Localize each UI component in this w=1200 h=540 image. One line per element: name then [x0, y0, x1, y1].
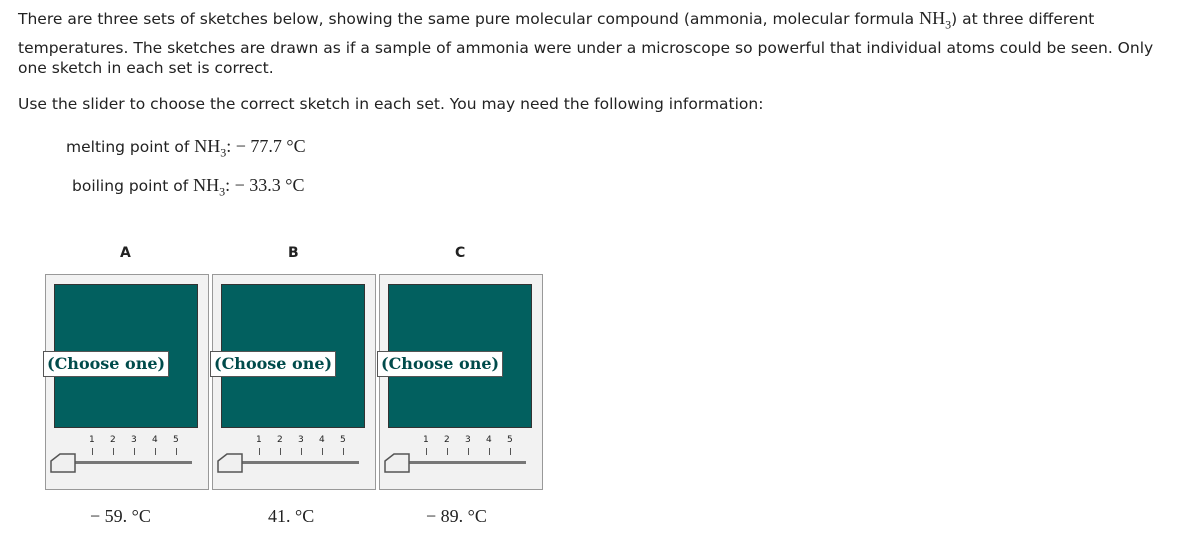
- tick-mark: [468, 448, 469, 455]
- formula: $NH_3$: [919, 8, 952, 32]
- tick-mark: [489, 448, 490, 455]
- tick-mark: [176, 448, 177, 455]
- temperature-c: − 89. °C: [426, 506, 487, 526]
- tick-mark: [92, 448, 93, 455]
- tick-mark: [280, 448, 281, 455]
- intro-line-1: [18, 8, 1094, 35]
- slider-track-b[interactable]: [223, 461, 359, 464]
- tick-label: 2: [277, 435, 283, 445]
- tick-mark: [322, 448, 323, 455]
- tick-label: 3: [131, 435, 137, 445]
- sketch-panel-a: [45, 274, 209, 490]
- sketch-panel-c: [379, 274, 543, 490]
- instruction-text: Use the slider to choose the correct sketch in each set. You may need the following information:: [18, 95, 764, 113]
- tick-label: 5: [507, 435, 513, 445]
- tick-label: 1: [89, 435, 95, 445]
- intro-line-2: temperatures. The sketches are drawn as if a sample of ammonia were under a microscope so powerful that individual atoms could be seen. Only: [18, 39, 1154, 57]
- tick-mark: [134, 448, 135, 455]
- slider-thumb-b[interactable]: [217, 453, 243, 473]
- sketch-area-b: [214, 284, 365, 428]
- tick-label: 5: [340, 435, 346, 445]
- choose-one-label-b[interactable]: (Choose one): [210, 351, 336, 377]
- set-label-a: A: [120, 245, 131, 261]
- intro-text-end: ) at three different: [951, 10, 1095, 28]
- slider-track-c[interactable]: [390, 461, 526, 464]
- set-label-b: B: [288, 245, 299, 261]
- sketch-panel-b: [212, 274, 376, 490]
- tick-label: 4: [152, 435, 158, 445]
- temperature-b: 41. °C: [268, 506, 315, 526]
- sketch-area-a: [47, 284, 198, 428]
- sketch-area-c: [381, 284, 532, 428]
- slider-thumb-c[interactable]: [384, 453, 410, 473]
- choose-one-label-a[interactable]: (Choose one): [43, 351, 169, 377]
- tick-label: 1: [423, 435, 429, 445]
- tick-mark: [343, 448, 344, 455]
- tick-mark: [155, 448, 156, 455]
- set-label-c: C: [455, 245, 466, 261]
- temperature-a: − 59. °C: [90, 506, 151, 526]
- tick-mark: [301, 448, 302, 455]
- intro-line-3: one sketch in each set is correct.: [18, 59, 274, 77]
- choose-one-label-c[interactable]: (Choose one): [377, 351, 503, 377]
- tick-mark: [113, 448, 114, 455]
- melting-point-info: melting point of $NH_3$: − 77.7 °C: [66, 136, 306, 160]
- intro-text: There are three sets of sketches below, showing the same pure molecular compound (ammonia, molecular formula: [18, 10, 920, 28]
- tick-mark: [426, 448, 427, 455]
- tick-label: 3: [465, 435, 471, 445]
- tick-label: 4: [486, 435, 492, 445]
- tick-label: 5: [173, 435, 179, 445]
- tick-label: 1: [256, 435, 262, 445]
- tick-label: 3: [298, 435, 304, 445]
- tick-mark: [447, 448, 448, 455]
- slider-track-a[interactable]: [56, 461, 192, 464]
- tick-mark: [510, 448, 511, 455]
- tick-label: 2: [110, 435, 116, 445]
- tick-label: 2: [444, 435, 450, 445]
- slider-thumb-a[interactable]: [50, 453, 76, 473]
- boiling-point-info: boiling point of $NH_3$: − 33.3 °C: [72, 175, 305, 199]
- tick-mark: [259, 448, 260, 455]
- tick-label: 4: [319, 435, 325, 445]
